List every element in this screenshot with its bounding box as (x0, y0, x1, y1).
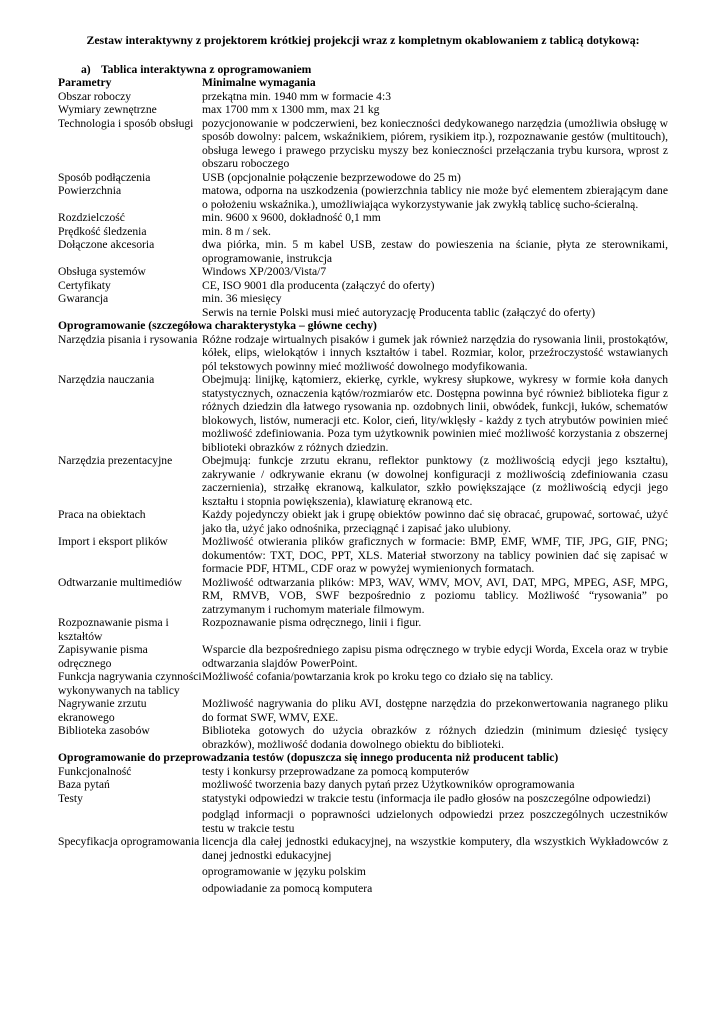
row-value: dwa piórka, min. 5 m kabel USB, zestaw do powieszenia na ścianie, płyta ze sterownikami, oprogramowanie, instrukcja (202, 238, 668, 265)
row-value: możliwość tworzenia bazy danych pytań przez Użytkowników oprogramowania (202, 778, 575, 791)
row-label: Funkcjonalność (58, 764, 132, 778)
section-a-heading (81, 63, 668, 77)
table-row (58, 211, 668, 225)
row-value: CE, ISO 9001 dla producenta (załączyć do oferty) (202, 278, 435, 292)
testing-heading-row (58, 751, 668, 765)
row-label: Prędkość śledzenia (58, 224, 147, 238)
row-value: Różne rodzaje wirtualnych pisaków i gumek jak również narzędzia do rysowania linii, prostokątów, kółek, elips, wielokątów i innych kształtów i tabel. Rozmiar, kolor, przeźroczystość wstawianych pól tekstowych powinny mieć możliwość dowolnego modyfikowania. (202, 332, 668, 373)
row-value: Możliwość odtwarzania plików: MP3, WAV, WMV, MOV, AVI, DAT, MPG, MPEG, ASF, MPG, RM, RMVB, VOB, SWF bezpośrednio z poziomu tablicy. Możliwość “rysowania” po zatrzymanym i ruchomym materiale filmowym. (202, 575, 668, 616)
row-value: przekątna min. 1940 mm w formacie 4:3 (202, 89, 391, 103)
table-row (58, 670, 668, 697)
row-label: Narzędzia pisania i rysowania (58, 332, 198, 346)
table-row (58, 778, 668, 792)
table-row (58, 792, 668, 836)
row-value-part: odpowiadanie za pomocą komputera (202, 881, 373, 895)
row-label: Obszar roboczy (58, 89, 132, 103)
row-value: min. 9600 x 9600, dokładność 0,1 mm (202, 211, 381, 224)
row-label: Technologia i sposób obsługi (58, 116, 194, 130)
table-row (58, 171, 668, 185)
row-value-part: licencja dla całej jednostki edukacyjnej, na wszystkie komputery, dla wszystkich Wykładowców z danej jednostki edukacyjnej (202, 835, 668, 862)
row-label: Wymiary zewnętrzne (58, 103, 157, 116)
table-header-row (58, 76, 668, 90)
section-a-marker: a) (81, 62, 91, 76)
row-label: Certyfikaty (58, 278, 111, 292)
row-value: Wsparcie dla bezpośredniego zapisu pisma odręcznego w trybie edycji Worda, Excela oraz w trybie odtwarzania slajdów PowerPoint. (202, 643, 668, 670)
table-row (58, 535, 668, 576)
row-value: min. 36 miesięcy (202, 292, 282, 305)
row-value-part: oprogramowanie w języku polskim (202, 865, 366, 878)
table-row (58, 225, 668, 239)
row-value (202, 792, 668, 836)
row-label: Odtwarzanie multimediów (58, 575, 182, 589)
row-label: Obsługa systemów (58, 265, 146, 278)
row-label: Dołączone akcesoria (58, 238, 155, 251)
table-row (58, 643, 668, 670)
row-label: Import i eksport plików (58, 535, 168, 548)
table-row (58, 508, 668, 535)
table-row (58, 90, 668, 104)
table-row (58, 373, 668, 454)
row-label (58, 306, 202, 320)
document-title: Zestaw interaktywny z projektorem krótkiej projekcji wraz z kompletnym okablowaniem z tablicą dotykową: (86, 33, 640, 47)
row-value: max 1700 mm x 1300 mm, max 21 kg (202, 103, 380, 116)
row-value: USB (opcjonalnie połączenie bezprzewodowe do 25 m) (202, 170, 461, 184)
row-value: Obejmują: linijkę, kątomierz, ekierkę, cyrkle, wykresy słupkowe, wykresy w formie koła danych statystycznych, oznaczenia kątów/rozmiarów etc. Dostępna powinna być również biblioteka figur z różnych dziedzin dla łatwego rysowania np. ozdobnych linii, obwódek, funkcji, łuków, schematów blokowych, listów, numeracji etc. Kolor, cień, lity/wklęsły - każdy z tych atrybutów powinien mieć możliwość zdefiniowania. Poza tym użytkownik powinien mieć możliwość korzystania z obszernej biblioteki obrazków z różnych dziedzin. (202, 373, 668, 454)
row-label: Rozpoznawanie pisma i kształtów (58, 616, 169, 643)
row-label: Sposób podłączenia (58, 170, 151, 184)
row-label: Specyfikacja oprogramowania (58, 835, 200, 848)
row-label: Testy (58, 791, 83, 805)
software-heading: Oprogramowanie (szczegółowa charakterystyka – główne cechy) (58, 319, 377, 332)
table-row (58, 292, 668, 306)
row-value: Możliwość nagrywania do pliku AVI, dostępne narzędzia do przekonwertowania nagranego pliku do format SWF, WMV, EXE. (202, 697, 668, 724)
row-value: pozycjonowanie w podczerwieni, bez konieczności dedykowanego narzędzia (umożliwia obsługę w sposób dowolny: palcem, wskaźnikiem, piórem, rysikiem itp.), rozpoznawanie gestów (multitouch), obsługa lewego i prawego przycisku myszy bez konieczności przełączania trybu kursora, wprost z obszaru roboczego (202, 116, 668, 170)
table-row (58, 333, 668, 374)
row-label: Baza pytań (58, 778, 110, 791)
section-a-title: Tablica interaktywna z oprogramowaniem (101, 62, 312, 76)
document-page (58, 34, 668, 895)
header-requirements: Minimalne wymagania (202, 76, 316, 89)
table-row (58, 765, 668, 779)
table-row (58, 724, 668, 751)
row-value: Biblioteka gotowych do użycia obrazków z różnych dziedzin (minimum dziesięć tysięcy obrazków), możliwość dodania dowolnego obiektu do biblioteki. (202, 724, 668, 751)
row-label: Narzędzia prezentacyjne (58, 454, 173, 467)
table-row (58, 279, 668, 293)
table-row (58, 454, 668, 508)
row-value: testy i konkursy przeprowadzane za pomocą komputerów (202, 764, 470, 778)
row-value: Każdy pojedynczy obiekt jak i grupę obiektów powinno dać się obracać, grupować, sortować, użyć jako tła, użyć jako odnośnika, przeciągnąć i zapisać jako ulubiony. (202, 508, 668, 535)
row-label: Praca na obiektach (58, 508, 146, 521)
row-label: Narzędzia nauczania (58, 373, 155, 386)
table-row (58, 616, 668, 643)
table-row (58, 835, 668, 895)
row-label: Powierzchnia (58, 184, 122, 197)
row-label: Zapisywanie pisma odręcznego (58, 643, 148, 670)
row-value: matowa, odporna na uszkodzenia (powierzchnia tablicy nie może być elementem zbierającym dane o położeniu wskaźnika.), umożliwiająca wykorzystywanie jak zwykłą tablicę sucho-ścieralną. (202, 184, 668, 211)
table-row (58, 697, 668, 724)
row-value: Rozpoznawanie pisma odręcznego, linii i figur. (202, 616, 422, 629)
row-value-part: statystyki odpowiedzi w trakcie testu (informacja ile padło głosów na poszczególne odpowiedzi) (202, 791, 651, 805)
row-label: Rozdzielczość (58, 211, 125, 224)
row-value: Obejmują: funkcje zrzutu ekranu, reflektor punktowy (z możliwością edycji jego kształtu), zakrywanie / odkrywanie ekranu (w dowolnej konfiguracji z możliwością zdefiniowania czasu zaczernienia), strzałkę ekranową, kalkulator, szkło powiększające (z możliwością edycji jego kształtu i stopnia powiększenia), klawiaturę ekranową etc. (202, 454, 668, 508)
row-value: min. 8 m / sek. (202, 224, 271, 238)
header-parameters: Parametry (58, 76, 112, 89)
table-row (58, 103, 668, 117)
testing-heading: Oprogramowanie do przeprowadzania testów (dopuszcza się innego producenta niż producent tablic) (58, 751, 559, 764)
table-row (58, 184, 668, 211)
table-row (58, 238, 668, 265)
row-label: Gwarancja (58, 292, 109, 305)
software-heading-row (58, 319, 668, 333)
row-value-part: podgląd informacji o poprawności udzielonych odpowiedzi przez poszczególnych uczestników testu w trakcie testu (202, 808, 668, 835)
table-row (58, 306, 668, 320)
row-label: Nagrywanie zrzutu ekranowego (58, 697, 147, 724)
row-value: Windows XP/2003/Vista/7 (202, 265, 327, 278)
row-value: Możliwość cofania/powtarzania krok po kroku tego co działo się na tablicy. (202, 670, 554, 683)
spec-table (58, 76, 668, 895)
row-label: Biblioteka zasobów (58, 724, 150, 737)
table-row (58, 265, 668, 279)
row-value: Możliwość otwierania plików graficznych w formacie: BMP, EMF, WMF, TIF, JPG, GIF, PNG; dokumentów: TXT, DOC, PPT, XLS. Materiał stworzony na tablicy powinien dać się zapisać w formacie PDF, HTML, CDF oraz w powyżej wymienionych formatach. (202, 535, 668, 575)
row-value: Serwis na ternie Polski musi mieć autoryzację Producenta tablic (załączyć do oferty) (202, 305, 596, 319)
row-value (202, 835, 668, 895)
table-row (58, 576, 668, 617)
table-row (58, 117, 668, 171)
row-label: Funkcja nagrywania czynności wykonywanych na tablicy (58, 670, 202, 697)
